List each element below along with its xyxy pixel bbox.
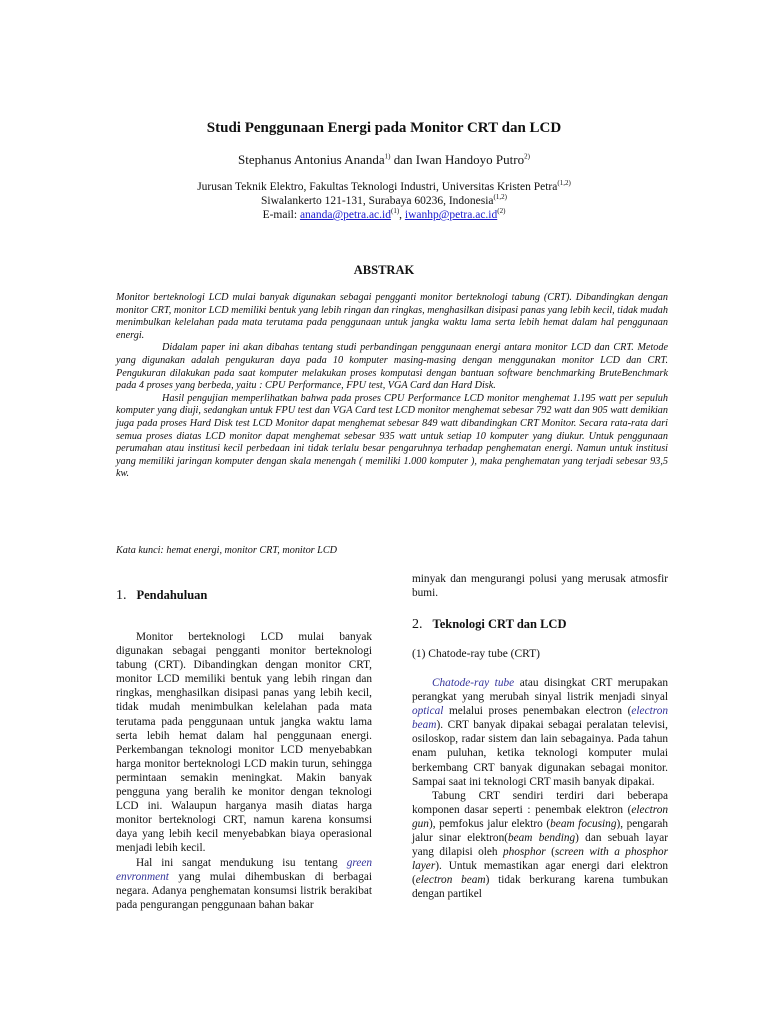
keywords: Kata kunci: hemat energi, monitor CRT, monitor LCD [116, 545, 338, 556]
left-column [116, 630, 372, 912]
author-1-sup: 1) [384, 152, 391, 161]
s2p2-text-g: ) tidak berkurang karena tumbukan dengan partikel [412, 874, 668, 901]
s2p2-term-bend: beam bending [508, 832, 576, 845]
s2p2-term-beam: electron beam [415, 874, 486, 887]
s2p1-term-optical: optical [412, 705, 444, 718]
email-separator: , [399, 209, 405, 221]
section-2-paragraph-1 [412, 676, 668, 789]
section-1-paragraph-1: Monitor berteknologi LCD mulai banyak digunakan sebagai pengganti monitor berteknologi tabung (CRT). Dibandingkan dengan monitor CRT, monitor LCD memiliki bentuk yang lebih ringan dan ringkas, menghasilkan disipasi panas yang lebih kecil, tidak mudah menimbulkan kelelahan pada mata terutama pada penggunaan untuk jangka waktu lama serta lebih hemat dalam hal penggunaan energi. Perkembangan teknologi monitor LCD menyebabkan harga monitor berteknologi LCD makin turun, sehingga permintaan semakin meningkat. Makin banyak pengguna yang beralih ke monitor dengan teknologi LCD ini. Walaupun harganya masih diatas harga monitor berteknologi CRT, namun karena konsumsi daya yang lebih kecil menyebabkan biaya operasional menjadi lebih kecil. [116, 631, 372, 855]
s2p1-term-crt: Chatode-ray tube [432, 677, 515, 689]
section-2-title: Teknologi CRT dan LCD [432, 617, 567, 631]
author-2: Iwan Handoyo Putro [415, 152, 525, 167]
authors-line [0, 152, 768, 168]
abstract-paragraph-3: Hasil pengujian memperlihatkan bahwa pada proses CPU Performance LCD monitor menghemat 1.195 watt per sepuluh komputer yang diuji, sedangkan untuk FPU test dan VGA Card test LCD monitor menghemat sebesar 792 watt dan 905 watt demikian juga pada proses Hard Disk test LCD Monitor dapat menghemat sebesar 849 watt dibandingkan CRT Monitor. Secara rata-rata dari semua proses diatas LCD monitor dapat menghemat sebesar 935 watt untuk setiap 10 komputer yang diukur. Untuk penggunaan perumahan atau institusi kecil perbedaan ini tidak terlalu besar pengaruhnya terhadap penghematan energi. Namun untuk institusi yang memiliki jaringan komputer dengan skala menengah ( memiliki 1.000 komputer ), maka penghematan yang terjadi sebesar 93,5 kw. [116, 392, 668, 480]
s1p2-text-a: Hal ini sangat mendukung isu tentang [136, 856, 347, 869]
email-link-2[interactable]: iwanhp@petra.ac.id [404, 209, 498, 221]
section-1-title: Pendahuluan [136, 588, 208, 602]
s2p1-term-beam: electron beam [412, 705, 668, 732]
s1p2-text-b: yang mulai dihembuskan di berbagai negara. Adanya penghematan konsumsi listrik berakibat pada pengurangan penggunaan bahan bakar [116, 870, 372, 911]
section-2-paragraph-2 [412, 789, 668, 902]
affiliation-text: Jurusan Teknik Elektro, Fakultas Teknologi Industri, Universitas Kristen Petra [197, 181, 558, 193]
section-1-heading [116, 588, 207, 604]
s2p1-text-d: ). CRT banyak dipakai sebagai peralatan televisi, osiloskop, radar sistem dan lain sebagainya. Pada tahun enam puluhan, ketika teknologi komputer mulai berkembang CRT banyak digunakan sebagai monitor. Sampai saat ini teknologi CRT masih banyak dipakai. [412, 719, 668, 788]
author-1: Stephanus Antonius Ananda [238, 152, 385, 167]
paper-title: Studi Penggunaan Energi pada Monitor CRT dan LCD [206, 120, 562, 136]
s2p2-term-phosphor: phosphor [502, 846, 546, 859]
s1p2-green-term: green envronment [116, 856, 372, 883]
email-2-sup: (2) [497, 207, 506, 216]
abstract-paragraph-2: Didalam paper ini akan dibahas tentang studi perbandingan penggunaan energi antara monitor LCD dan CRT. Metode yang digunakan adalah pengukuran daya pada 10 komputer masing-masing dengan menggunakan monitor LCD dan CRT. Pengukuran dilakukan pada saat komputer melakukan proses komputasi dengan bantuan software benchmarking BruteBenchmark pada 4 proses yang berbeda, yaitu : CPU Performance, FPU test, VGA Card dan Hard Disk. [116, 342, 668, 392]
abstract-paragraph-1: Monitor berteknologi LCD mulai banyak digunakan sebagai pengganti monitor berteknologi tabung (CRT). Dibandingkan dengan monitor CRT, monitor LCD memiliki bentuk yang lebih ringan dan ringkas, menghasilkan disipasi panas yang lebih kecil, tidak mudah menimbulkan kelelahan pada mata terutama pada penggunaan untuk jangka waktu lama serta lebih hemat dalam hal penggunaan energi. [116, 292, 668, 341]
right-column [412, 572, 668, 600]
address-text: Siwalankerto 121-131, Surabaya 60236, Indonesia [261, 195, 494, 207]
affiliation-block [0, 180, 768, 222]
author-2-sup: 2) [524, 152, 530, 161]
email-1-sup: (1) [390, 207, 400, 216]
section-1-paragraph-2 [116, 856, 372, 912]
affiliation-sup: (1,2) [557, 179, 571, 188]
s2p1-text-c: melalui proses penembakan electron ( [443, 705, 632, 718]
email-line [0, 208, 768, 222]
email-link-1[interactable]: ananda@petra.ac.id [299, 209, 391, 221]
abstract-body [116, 292, 668, 481]
s2p1-text-b: atau disingkat CRT merupakan perangkat yang merubah sinyal listrik menjadi sinyal [412, 677, 668, 704]
s2p2-term-focus: beam focusing [550, 817, 617, 830]
s2p2-term-gun: electron gun [412, 803, 668, 830]
s2p2-text-d: ) dan sebuah layar yang dilapisi oleh [412, 832, 668, 859]
s2p2-text-e: ( [545, 846, 555, 859]
section-2-number: 2. [412, 617, 423, 632]
address-line [0, 194, 768, 208]
s2p2-text-a: Tabung CRT sendiri terdiri dari beberapa komponen dasar seperti : penembak elektron ( [412, 789, 668, 816]
address-sup: (1,2) [493, 193, 507, 202]
s2p2-text-c: ), pengarah jalur sinar elektron( [412, 817, 669, 845]
abstract-heading: ABSTRAK [353, 263, 415, 277]
section-2-body [412, 676, 668, 902]
section-1-continuation: minyak dan mengurangi polusi yang merusak atmosfir bumi. [412, 573, 668, 600]
s2p2-text-b: ), pemfokus jalur elektro ( [428, 817, 551, 830]
section-2-heading [412, 617, 566, 633]
s2p2-term-screen: screen with a phosphor layer [412, 846, 668, 873]
section-1-number: 1. [116, 588, 127, 603]
s2p2-text-f: ). Untuk memastikan agar energi dari elektron ( [412, 860, 668, 887]
author-join: dan [390, 152, 416, 167]
affiliation-line [0, 180, 768, 194]
email-label: E-mail: [262, 209, 300, 221]
subsection-crt-heading: (1) Chatode-ray tube (CRT) [412, 648, 541, 660]
